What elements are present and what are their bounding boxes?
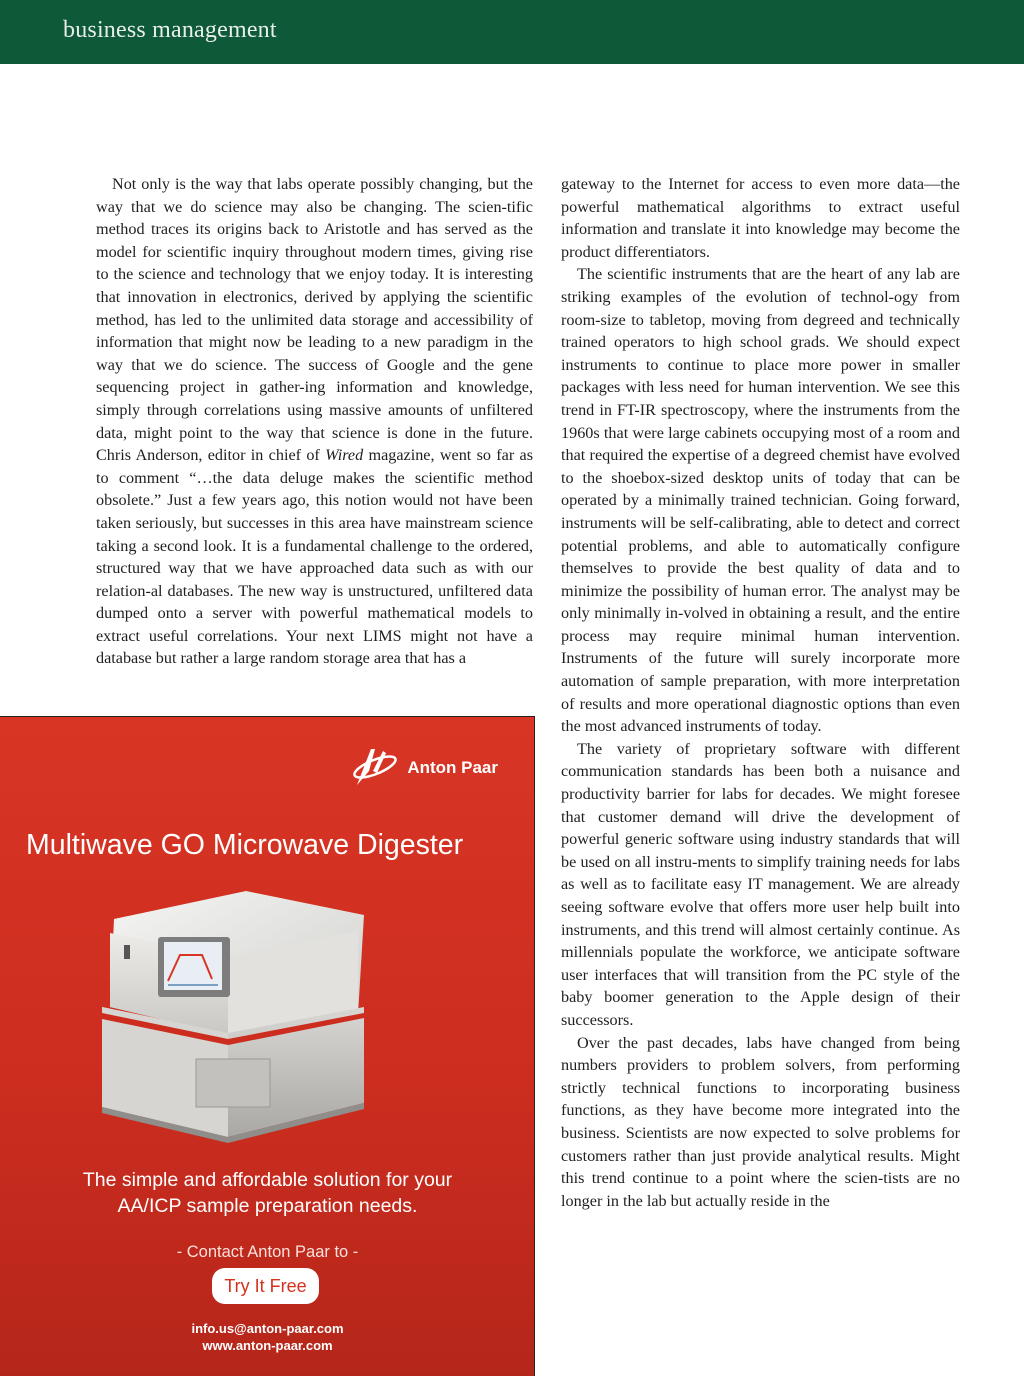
tagline-line: AA/ICP sample preparation needs. [117,1195,418,1217]
advertisement[interactable] [0,716,535,1376]
contact-email-link[interactable]: info.us@anton-paar.com [191,1321,344,1336]
article-paragraph [96,173,533,670]
article-left-column [96,173,533,670]
try-it-free-button[interactable]: Try It Free [212,1268,319,1304]
brand-logo[interactable] [349,741,498,794]
tagline-line: The simple and affordable solution for your [82,1169,453,1191]
contact-prompt: - Contact Anton Paar to - [176,1243,359,1261]
article-paragraph: gateway to the Internet for access to even more data—the powerful mathematical algorithms to extract useful information and translate it into knowledge may become the product differentiators. [561,175,960,261]
magazine-title: Wired [325,446,364,465]
section-title: business management [63,17,277,43]
paragraph-text: magazine, went so far as to comment “…the data deluge makes the scientific method obsolete.” Just a few years ago, this notion would not have been taken seriously, but successes in this area have mainstream science taking a second look. It is a fundamental challenge to the ordered, structured way that we have approached data such as with our relation-al databases. The new way is unstructured, unfiltered data dumped onto a server with powerful mathematical models to extract useful correlations. Your next LIMS might not have a database but rather a large random storage area that has a [96,446,534,668]
ad-headline: Multiwave GO Microwave Digester [26,829,464,861]
article-paragraph: Over the past decades, labs have changed from being numbers providers to problem solvers, from performing strictly technical functions to incorporating business functions, as they have become more integrated into the business. Scientists are now expected to solve problems for customers rather than just provide analytical results. Might this trend continue to a point where the scien-tists are no longer in the lab but actually reside in the [561,1033,960,1210]
brand-name: Anton Paar [407,757,498,777]
header-band [0,0,1024,64]
website-link[interactable]: www.anton-paar.com [202,1338,333,1353]
article-paragraph: The variety of proprietary software with different communication standards has been both a nuisance and productivity barrier for labs for decades. We might foresee that customer demand will drive the development of powerful generic software using industry standards that will be used on all instru-ments to simplify training needs for labs as well as to facilitate easy IT management. We are already seeing software evolve that offers more user help built into instruments, and this trend will almost certainly continue. As millennials populate the workforce, we anticipate software user interfaces that will transition from the PC style of the baby boomer generation to the Apple design of their successors. [561,739,960,1029]
paragraph-text: Not only is the way that labs operate possibly changing, but the way that we do science may also be changing. The scien-tific method traces its origins back to Aristotle and has served as the model for scientific inquiry throughout modern times, giving rise to the science and technology that we enjoy today. It is interesting that innovation in electronics, derived by applying the scientific method, has led to the unlimited data storage and accessibility of information that might now be leading to a new paradigm in the way that we do science. The success of Google and the gene sequencing project in gather-ing information and knowledge, simply through correlations using massive amounts of unfiltered data, might point to the way that science is done in the future. Chris Anderson, editor in chief of [96,175,533,465]
microwave-digester-image [96,887,396,1167]
article-paragraph: The scientific instruments that are the heart of any lab are striking examples of the evolution of technol-ogy from room-size to tabletop, moving from degreed and technically trained operators to high school grads. We should expect instruments to continue to place more power in smaller packages with less need for human intervention. We see this trend in FT-IR spectroscopy, where the instruments from the 1960s that were large cabinets occupying most of a room and that required the expertise of a degreed chemist have evolved to the shoebox-sized desktop units of today that can be operated by a minimally trained technician. Going forward, instruments will be self-calibrating, able to detect and correct potential problems, and able to automatically configure themselves to provide the best quality of data and to minimize the possibility of human error. The analyst may be only minimally in-volved in obtaining a result, and the entire process may require minimal human intervention. Instruments of the future will surely incorporate more automation of sample preparation, with more interpretation of results and more operational diagnostic options than even the most advanced instruments of today. [561,265,960,736]
ad-tagline [0,1167,535,1219]
article-right-column [561,173,960,1212]
anton-paar-logo-icon [349,741,401,794]
